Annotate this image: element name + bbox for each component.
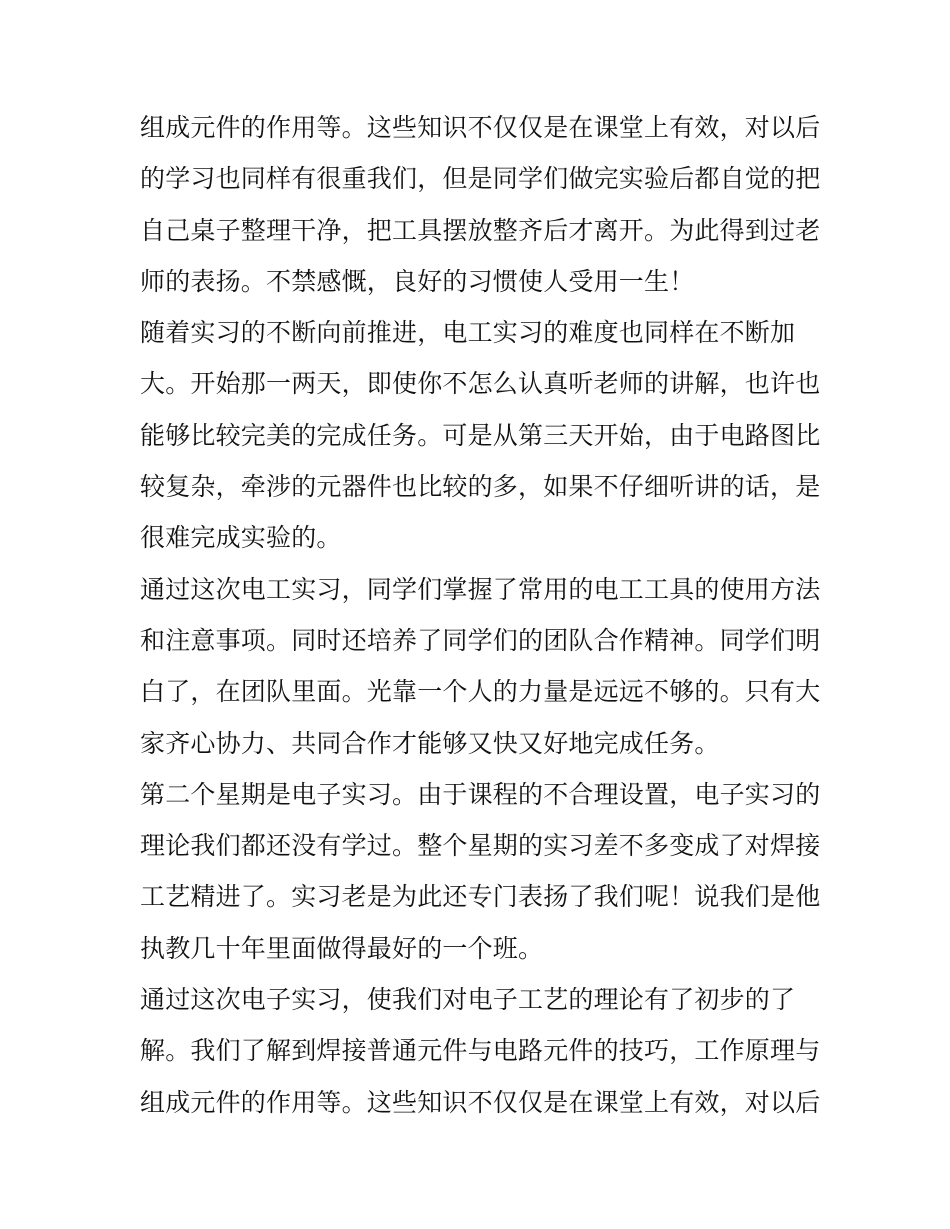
text-line-3: 自己桌子整理干净，把工具摆放整齐后才离开。为此得到过老 <box>140 215 821 245</box>
text-line-7: 能够比较完美的完成任务。可是从第三天开始，由于电路图比 <box>140 420 821 450</box>
text-line-4: 师的表扬。不禁感慨，良好的习惯使人受用一生！ <box>140 266 695 296</box>
text-line-2: 的学习也同样有很重我们，但是同学们做完实验后都自觉的把 <box>140 164 821 194</box>
text-line-17: 执教几十年里面做得最好的一个班。 <box>140 933 544 963</box>
text-line-5: 随着实习的不断向前推进，电工实习的难度也同样在不断加 <box>140 318 796 348</box>
text-line-19: 解。我们了解到焊接普通元件与电路元件的技巧，工作原理与 <box>140 1036 821 1066</box>
text-line-18: 通过这次电子实习，使我们对电子工艺的理论有了初步的了 <box>140 985 796 1015</box>
text-line-12: 白了，在团队里面。光靠一个人的力量是远远不够的。只有大 <box>140 677 821 707</box>
text-line-16: 工艺精进了。实习老是为此还专门表扬了我们呢！说我们是他 <box>140 882 821 912</box>
text-line-10: 通过这次电工实习，同学们掌握了常用的电工工具的使用方法 <box>140 574 821 604</box>
text-line-15: 理论我们都还没有学过。整个星期的实习差不多变成了对焊接 <box>140 831 821 861</box>
text-line-9: 很难完成实验的。 <box>140 523 342 553</box>
text-line-11: 和注意事项。同时还培养了同学们的团队合作精神。同学们明 <box>140 625 821 655</box>
text-line-20: 组成元件的作用等。这些知识不仅仅是在课堂上有效，对以后 <box>140 1087 821 1117</box>
text-line-1: 组成元件的作用等。这些知识不仅仅是在课堂上有效，对以后 <box>140 113 821 142</box>
document-body <box>140 102 820 1128</box>
text-line-14: 第二个星期是电子实习。由于课程的不合理设置，电子实习的 <box>140 779 821 809</box>
text-line-13: 家齐心协力、共同合作才能够又快又好地完成任务。 <box>140 728 720 758</box>
text-line-8: 较复杂，牵涉的元器件也比较的多，如果不仔细听讲的话，是 <box>140 472 821 502</box>
text-line-6: 大。开始那一两天，即使你不怎么认真听老师的讲解，也许也 <box>140 369 821 399</box>
